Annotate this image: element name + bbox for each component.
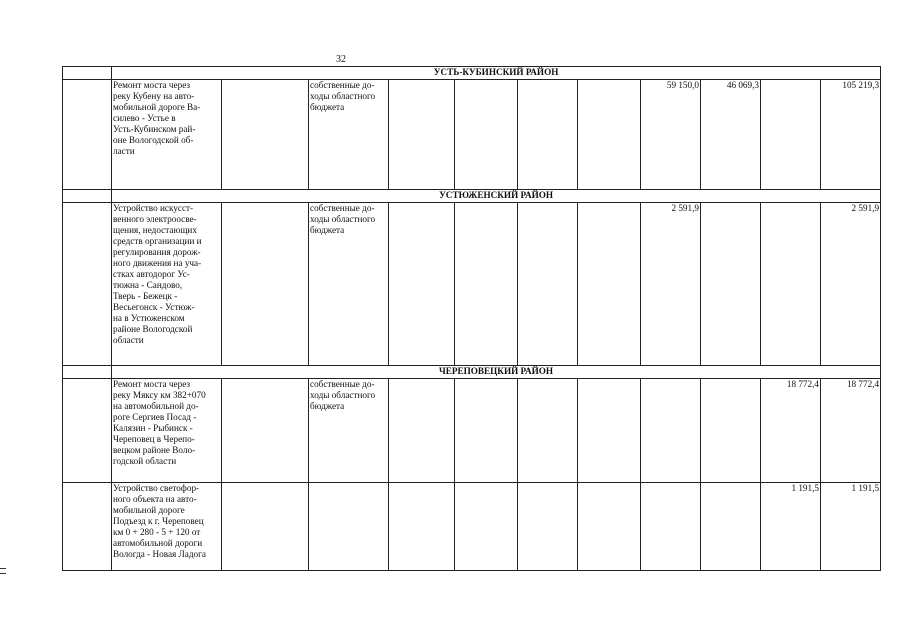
district-header-row bbox=[63, 67, 881, 80]
value-cell-1: 2 591,9 bbox=[641, 203, 701, 366]
funding-source: собственные до- ходы областного бюджета bbox=[309, 379, 389, 483]
empty-cell bbox=[518, 203, 578, 366]
row-index-cell bbox=[63, 366, 112, 379]
measure-description: Ремонт моста через реку Мяксу км 382+070 на автомобильной до- роге Сергиев Посад - Калязин - Рыбинск - Череповец в Черепо- вецком районе Воло- годской области bbox=[112, 379, 222, 483]
funding-source: собственные до- ходы областного бюджета bbox=[309, 203, 389, 366]
value-cell-1: 59 150,0 bbox=[641, 80, 701, 190]
value-cell-1 bbox=[641, 483, 701, 571]
value-cell-2 bbox=[701, 379, 761, 483]
total-cell: 1 191,5 bbox=[821, 483, 881, 571]
district-header-row bbox=[63, 190, 881, 203]
row-index-cell bbox=[63, 379, 112, 483]
value-cell-3: 18 772,4 bbox=[761, 379, 821, 483]
empty-cell bbox=[455, 379, 518, 483]
empty-cell bbox=[389, 80, 455, 190]
funding-source: собственные до- ходы областного бюджета bbox=[309, 80, 389, 190]
measure-description: Устройство искусст- венного электроосве- щения, недостающих средств организации и регулирования дорож- ного движения на уча- стках автодорог Ус- тюжна - Сандово, Тверь - Бежецк - Весьегонск - Устюж- на в Устюженском районе Вологодской области bbox=[112, 203, 222, 366]
total-cell: 105 219,3 bbox=[821, 80, 881, 190]
budget-table bbox=[62, 66, 881, 571]
total-cell: 18 772,4 bbox=[821, 379, 881, 483]
empty-cell bbox=[455, 80, 518, 190]
empty-cell bbox=[578, 483, 641, 571]
value-cell-2 bbox=[701, 483, 761, 571]
table-row bbox=[63, 483, 881, 571]
value-cell-1 bbox=[641, 379, 701, 483]
empty-cell bbox=[222, 80, 309, 190]
funding-source bbox=[309, 483, 389, 571]
district-title: УСТЮЖЕНСКИЙ РАЙОН bbox=[112, 190, 881, 203]
empty-cell bbox=[222, 483, 309, 571]
table-row bbox=[63, 203, 881, 366]
total-cell: 2 591,9 bbox=[821, 203, 881, 366]
value-cell-3 bbox=[761, 203, 821, 366]
empty-cell bbox=[389, 203, 455, 366]
empty-cell bbox=[389, 379, 455, 483]
measure-description: Ремонт моста через реку Кубену на авто- мобильной дороге Ва- силево - Устье в Усть-Кубинском рай- оне Вологодской об- ласти bbox=[112, 80, 222, 190]
empty-cell bbox=[578, 80, 641, 190]
table-row bbox=[63, 379, 881, 483]
district-title: ЧЕРЕПОВЕЦКИЙ РАЙОН bbox=[112, 366, 881, 379]
row-index-cell bbox=[63, 190, 112, 203]
measure-description: Устройство светофор- ного объекта на авто- мобильной дороге Подъезд к г. Череповец км 0 + 280 - 5 + 120 от автомобильной дороги Вологда - Новая Ладога bbox=[112, 483, 222, 571]
value-cell-2: 46 069,3 bbox=[701, 80, 761, 190]
row-index-cell bbox=[63, 67, 112, 80]
empty-cell bbox=[518, 80, 578, 190]
table-row bbox=[63, 80, 881, 190]
district-title: УСТЬ-КУБИНСКИЙ РАЙОН bbox=[112, 67, 881, 80]
empty-cell bbox=[578, 203, 641, 366]
empty-cell bbox=[518, 379, 578, 483]
value-cell-2 bbox=[701, 203, 761, 366]
empty-cell bbox=[455, 483, 518, 571]
page-number: 32 bbox=[336, 54, 346, 65]
row-index-cell bbox=[63, 483, 112, 571]
scan-edge-mark bbox=[0, 568, 6, 574]
row-index-cell bbox=[63, 203, 112, 366]
row-index-cell bbox=[63, 80, 112, 190]
value-cell-3 bbox=[761, 80, 821, 190]
empty-cell bbox=[518, 483, 578, 571]
empty-cell bbox=[455, 203, 518, 366]
empty-cell bbox=[389, 483, 455, 571]
district-header-row bbox=[63, 366, 881, 379]
value-cell-3: 1 191,5 bbox=[761, 483, 821, 571]
empty-cell bbox=[222, 379, 309, 483]
empty-cell bbox=[578, 379, 641, 483]
empty-cell bbox=[222, 203, 309, 366]
